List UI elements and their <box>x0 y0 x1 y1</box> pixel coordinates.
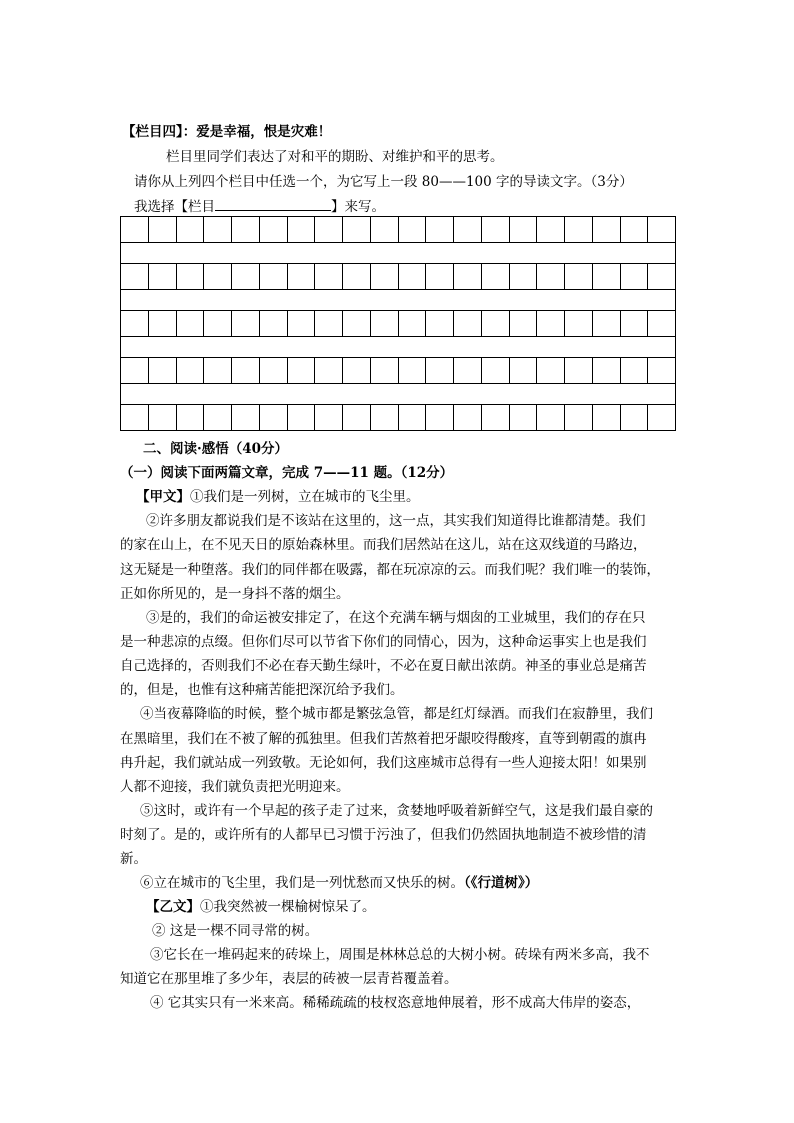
grid-cell[interactable] <box>121 405 149 431</box>
grid-cell[interactable] <box>537 217 565 243</box>
grid-cell[interactable] <box>398 358 426 384</box>
text-b-p3-line: ③它长在一堆码起来的砖垛上，周围是林林总总的大树小树。砖垛有两米多高，我不 <box>150 947 650 963</box>
grid-cell[interactable] <box>426 405 454 431</box>
grid-cell[interactable] <box>176 264 204 290</box>
text-a-p5-line: 新。 <box>120 851 147 867</box>
grid-cell[interactable] <box>481 311 509 337</box>
grid-row <box>121 405 676 431</box>
grid-cell[interactable] <box>592 264 620 290</box>
grid-cell[interactable] <box>648 358 676 384</box>
grid-cell[interactable] <box>148 358 176 384</box>
text-b-paragraph-2: ② 这是一棵不同寻常的树。 <box>152 923 319 939</box>
grid-cell[interactable] <box>426 264 454 290</box>
grid-cell[interactable] <box>370 264 398 290</box>
writing-grid[interactable] <box>120 216 676 431</box>
grid-row <box>121 311 676 337</box>
part-two-subtitle: （一）阅读下面两篇文章，完成 7——11 题。（12分） <box>120 465 454 481</box>
grid-cell[interactable] <box>315 405 343 431</box>
grid-cell[interactable] <box>620 358 648 384</box>
grid-cell[interactable] <box>454 405 482 431</box>
grid-cell[interactable] <box>232 311 260 337</box>
grid-cell[interactable] <box>426 358 454 384</box>
grid-cell[interactable] <box>287 217 315 243</box>
text-a-p3-line: 是一种悲凉的点缀。但你们尽可以节省下你们的同情心，因为，这种命运事实上也是我们 <box>120 634 647 650</box>
grid-cell[interactable] <box>426 217 454 243</box>
grid-cell[interactable] <box>509 264 537 290</box>
grid-cell[interactable] <box>565 358 593 384</box>
grid-cell[interactable] <box>370 217 398 243</box>
grid-cell[interactable] <box>121 311 149 337</box>
text-a-p5-line: 时刻了。是的，或许所有的人都早已习惯于污浊了，但我们仍然固执地制造不被珍惜的清 <box>120 827 647 843</box>
column-choice-blank[interactable] <box>215 198 331 211</box>
grid-cell[interactable] <box>343 358 371 384</box>
grid-cell[interactable] <box>259 264 287 290</box>
part-two-title: 二、阅读·感悟（40分） <box>143 441 288 457</box>
grid-cell[interactable] <box>232 264 260 290</box>
grid-cell[interactable] <box>592 405 620 431</box>
grid-cell[interactable] <box>648 405 676 431</box>
text-a-p3-line: ③是的，我们的命运被安排定了，在这个充满车辆与烟囱的工业城里，我们的存在只 <box>146 610 646 626</box>
grid-cell[interactable] <box>232 217 260 243</box>
grid-cell[interactable] <box>648 311 676 337</box>
grid-cell[interactable] <box>481 264 509 290</box>
text-a-label: 【甲文】 <box>136 489 190 505</box>
grid-cell[interactable] <box>565 311 593 337</box>
text-a-paragraph-6 <box>140 875 538 891</box>
text-b-p1-text: ①我突然被一棵榆树惊呆了。 <box>200 899 376 915</box>
column-four-heading: 【栏目四】：爱是幸福，恨是灾难！ <box>122 124 332 140</box>
grid-cell[interactable] <box>454 217 482 243</box>
grid-row <box>121 217 676 243</box>
grid-cell[interactable] <box>259 358 287 384</box>
grid-cell[interactable] <box>204 358 232 384</box>
grid-spacer <box>121 337 676 358</box>
grid-cell[interactable] <box>398 405 426 431</box>
grid-cell[interactable] <box>620 405 648 431</box>
grid-cell[interactable] <box>537 264 565 290</box>
grid-cell[interactable] <box>509 358 537 384</box>
grid-cell[interactable] <box>537 405 565 431</box>
grid-cell[interactable] <box>481 358 509 384</box>
grid-cell[interactable] <box>343 311 371 337</box>
text-a-p2-line: ②许多朋友都说我们是不该站在这里的，这一点，其实我们知道得比谁都清楚。我们 <box>146 513 646 529</box>
text-a-p3-line: 自己选择的，否则我们不必在春天勤生绿叶，不必在夏日献出浓荫。神圣的事业总是痛苦 <box>120 658 647 674</box>
grid-cell[interactable] <box>176 358 204 384</box>
grid-cell[interactable] <box>592 358 620 384</box>
grid-cell[interactable] <box>287 358 315 384</box>
text-b-paragraph-1 <box>146 899 376 915</box>
grid-cell[interactable] <box>398 311 426 337</box>
column-four-description: 栏目里同学们表达了对和平的期盼、对维护和平的思考。 <box>166 149 504 165</box>
grid-cell[interactable] <box>315 264 343 290</box>
grid-cell[interactable] <box>232 358 260 384</box>
grid-cell[interactable] <box>481 405 509 431</box>
grid-cell[interactable] <box>370 311 398 337</box>
grid-cell[interactable] <box>287 264 315 290</box>
grid-cell[interactable] <box>148 311 176 337</box>
grid-spacer <box>121 290 676 311</box>
grid-cell[interactable] <box>204 405 232 431</box>
grid-cell[interactable] <box>148 217 176 243</box>
grid-cell[interactable] <box>426 311 454 337</box>
grid-cell[interactable] <box>648 264 676 290</box>
grid-cell[interactable] <box>537 358 565 384</box>
grid-cell[interactable] <box>315 311 343 337</box>
grid-cell[interactable] <box>287 405 315 431</box>
text-a-p5-line: ⑤这时，或许有一个早起的孩子走了过来，贪婪地呼吸着新鲜空气，这是我们最自豪的 <box>140 803 653 819</box>
grid-cell[interactable] <box>176 405 204 431</box>
grid-cell[interactable] <box>620 217 648 243</box>
choice-suffix: 】来写。 <box>331 199 385 215</box>
grid-cell[interactable] <box>176 311 204 337</box>
grid-spacer-row <box>121 290 676 311</box>
grid-cell[interactable] <box>565 405 593 431</box>
grid-spacer <box>121 243 676 264</box>
text-a-p2-line: 这无疑是一种堕落。我们的同伴都在吸露，都在玩凉凉的云。而我们呢？我们唯一的装饰， <box>120 562 660 578</box>
grid-cell[interactable] <box>204 217 232 243</box>
grid-cell[interactable] <box>648 217 676 243</box>
grid-cell[interactable] <box>259 405 287 431</box>
writing-task-instruction: 请你从上列四个栏目中任选一个，为它写上一段 80——100 字的导读文字。（3分） <box>134 174 633 190</box>
text-a-p2-line: 正如你所见的，是一身抖不落的烟尘。 <box>120 586 350 602</box>
grid-cell[interactable] <box>592 311 620 337</box>
text-a-p4-line: ④当夜幕降临的时候，整个城市都是繁弦急管，都是红灯绿酒。而我们在寂静里，我们 <box>140 706 653 722</box>
grid-cell[interactable] <box>343 405 371 431</box>
grid-cell[interactable] <box>259 217 287 243</box>
grid-cell[interactable] <box>398 264 426 290</box>
grid-cell[interactable] <box>121 217 149 243</box>
grid-cell[interactable] <box>370 405 398 431</box>
grid-cell[interactable] <box>537 311 565 337</box>
column-choice-line <box>134 198 385 215</box>
grid-cell[interactable] <box>454 358 482 384</box>
grid-spacer <box>121 384 676 405</box>
text-a-p4-line: 人都不迎接，我们就负责把光明迎来。 <box>120 779 350 795</box>
grid-cell[interactable] <box>343 217 371 243</box>
grid-cell[interactable] <box>370 358 398 384</box>
grid-cell[interactable] <box>509 405 537 431</box>
text-a-paragraph-1 <box>136 489 420 505</box>
text-b-label: 【乙文】 <box>146 899 200 915</box>
grid-cell[interactable] <box>398 217 426 243</box>
grid-cell[interactable] <box>454 311 482 337</box>
text-a-p6-text: ⑥立在城市的飞尘里，我们是一列忧愁而又快乐的树。 <box>140 875 464 891</box>
grid-cell[interactable] <box>343 264 371 290</box>
grid-cell[interactable] <box>259 311 287 337</box>
choice-prefix: 我选择【栏目 <box>134 199 215 215</box>
grid-cell[interactable] <box>121 358 149 384</box>
text-a-source: （《行道树》） <box>464 875 539 891</box>
grid-cell[interactable] <box>565 217 593 243</box>
text-a-p1-text: ①我们是一列树，立在城市的飞尘里。 <box>190 489 420 505</box>
grid-cell[interactable] <box>204 311 232 337</box>
text-b-paragraph-4: ④ 它其实只有一米来高。稀稀疏疏的枝杈恣意地伸展着，形不成高大伟岸的姿态， <box>150 995 641 1011</box>
text-a-p4-line: 冉升起，我们就站成一列致敬。无论如何，我们这座城市总得有一些人迎接太阳！如果别 <box>120 755 647 771</box>
grid-spacer-row <box>121 337 676 358</box>
grid-spacer-row <box>121 243 676 264</box>
grid-cell[interactable] <box>287 311 315 337</box>
text-a-p4-line: 在黑暗里，我们在不被了解的孤独里。但我们苦熬着把牙龈咬得酸疼，直等到朝霞的旗冉 <box>120 731 647 747</box>
grid-cell[interactable] <box>176 217 204 243</box>
grid-cell[interactable] <box>148 264 176 290</box>
grid-cell[interactable] <box>315 217 343 243</box>
grid-cell[interactable] <box>565 264 593 290</box>
grid-cell[interactable] <box>592 217 620 243</box>
grid-cell[interactable] <box>121 264 149 290</box>
grid-row <box>121 264 676 290</box>
grid-cell[interactable] <box>204 264 232 290</box>
grid-cell[interactable] <box>509 217 537 243</box>
grid-cell[interactable] <box>315 358 343 384</box>
grid-cell[interactable] <box>620 264 648 290</box>
text-a-p3-line: 的，但是，也惟有这种痛苦能把深沉给予我们。 <box>120 682 404 698</box>
grid-cell[interactable] <box>481 217 509 243</box>
text-b-p3-line: 知道它在那里堆了多少年，表层的砖被一层青苔覆盖着。 <box>120 971 458 987</box>
grid-cell[interactable] <box>620 311 648 337</box>
grid-spacer-row <box>121 384 676 405</box>
grid-cell[interactable] <box>232 405 260 431</box>
text-a-p2-line: 的家在山上，在不见天日的原始森林里。而我们居然站在这儿，站在这双线道的马路边， <box>120 537 647 553</box>
grid-cell[interactable] <box>509 311 537 337</box>
grid-cell[interactable] <box>454 264 482 290</box>
grid-row <box>121 358 676 384</box>
grid-cell[interactable] <box>148 405 176 431</box>
